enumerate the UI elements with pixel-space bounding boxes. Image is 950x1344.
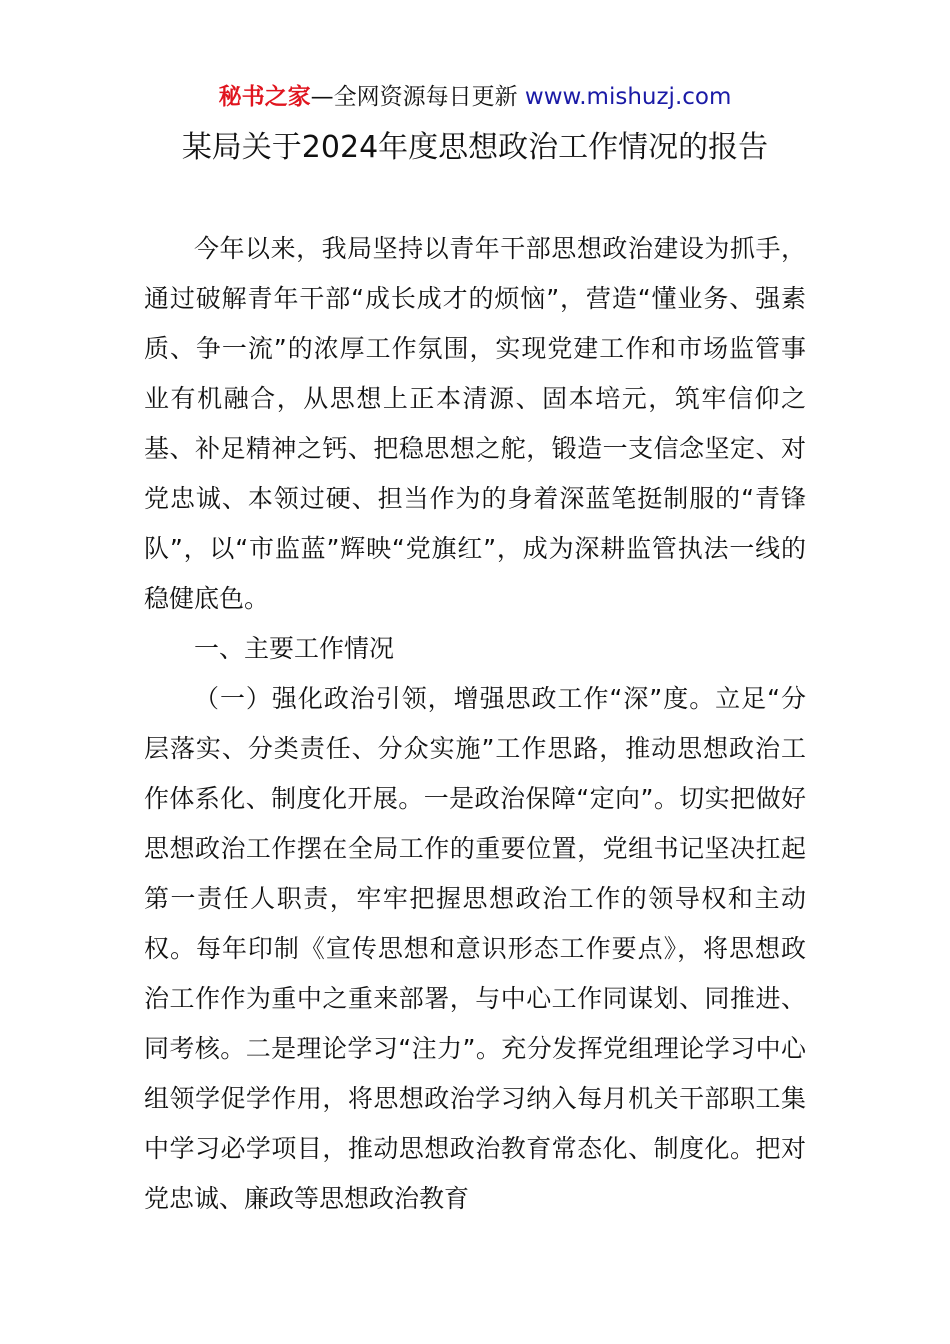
section-heading: 一、主要工作情况 — [194, 634, 395, 663]
document-body — [144, 224, 806, 1224]
paragraph-intro: 今年以来，我局坚持以青年干部思想政治建设为抓手，通过破解青年干部“成长成才的烦恼”，营造“懂业务、强素质、争一流”的浓厚工作氛围，实现党建工作和市场监管事业有机融合，从思想上正本清源、固本培元，筑牢信仰之基、补足精神之钙、把稳思想之舵，锻造一支信念坚定、对党忠诚、本领过硬、担当作为的身着深蓝笔挺制服的“青锋队”，以“市监蓝”辉映“党旗红”，成为深耕监管执法一线的稳健底色。 — [144, 234, 806, 613]
paragraph-section-1: （一）强化政治引领，增强思政工作“深”度。立足“分层落实、分类责任、分众实施”工作思路，推动思想政治工作体系化、制度化开展。一是政治保障“定向”。切实把做好思想政治工作摆在全局工作的重要位置，党组书记坚决扛起第一责任人职责，牢牢把握思想政治工作的领导权和主动权。每年印制《宣传思想和意识形态工作要点》，将思想政治工作作为重中之重来部署，与中心工作同谋划、同推进、同考核。二是理论学习“注力”。充分发挥党组理论学习中心组领学促学作用，将思想政治学习纳入每月机关干部职工集中学习必学项目，推动思想政治教育常态化、制度化。把对党忠诚、廉政等思想政治教育 — [144, 684, 806, 1213]
document-title: 某局关于2024年度思想政治工作情况的报告 — [181, 130, 769, 165]
site-tagline: —全网资源每日更新 — [310, 84, 525, 110]
site-banner — [0, 82, 950, 112]
brand-name: 秘书之家 — [218, 84, 311, 110]
site-url[interactable]: www.mishuzj.com — [524, 84, 732, 110]
